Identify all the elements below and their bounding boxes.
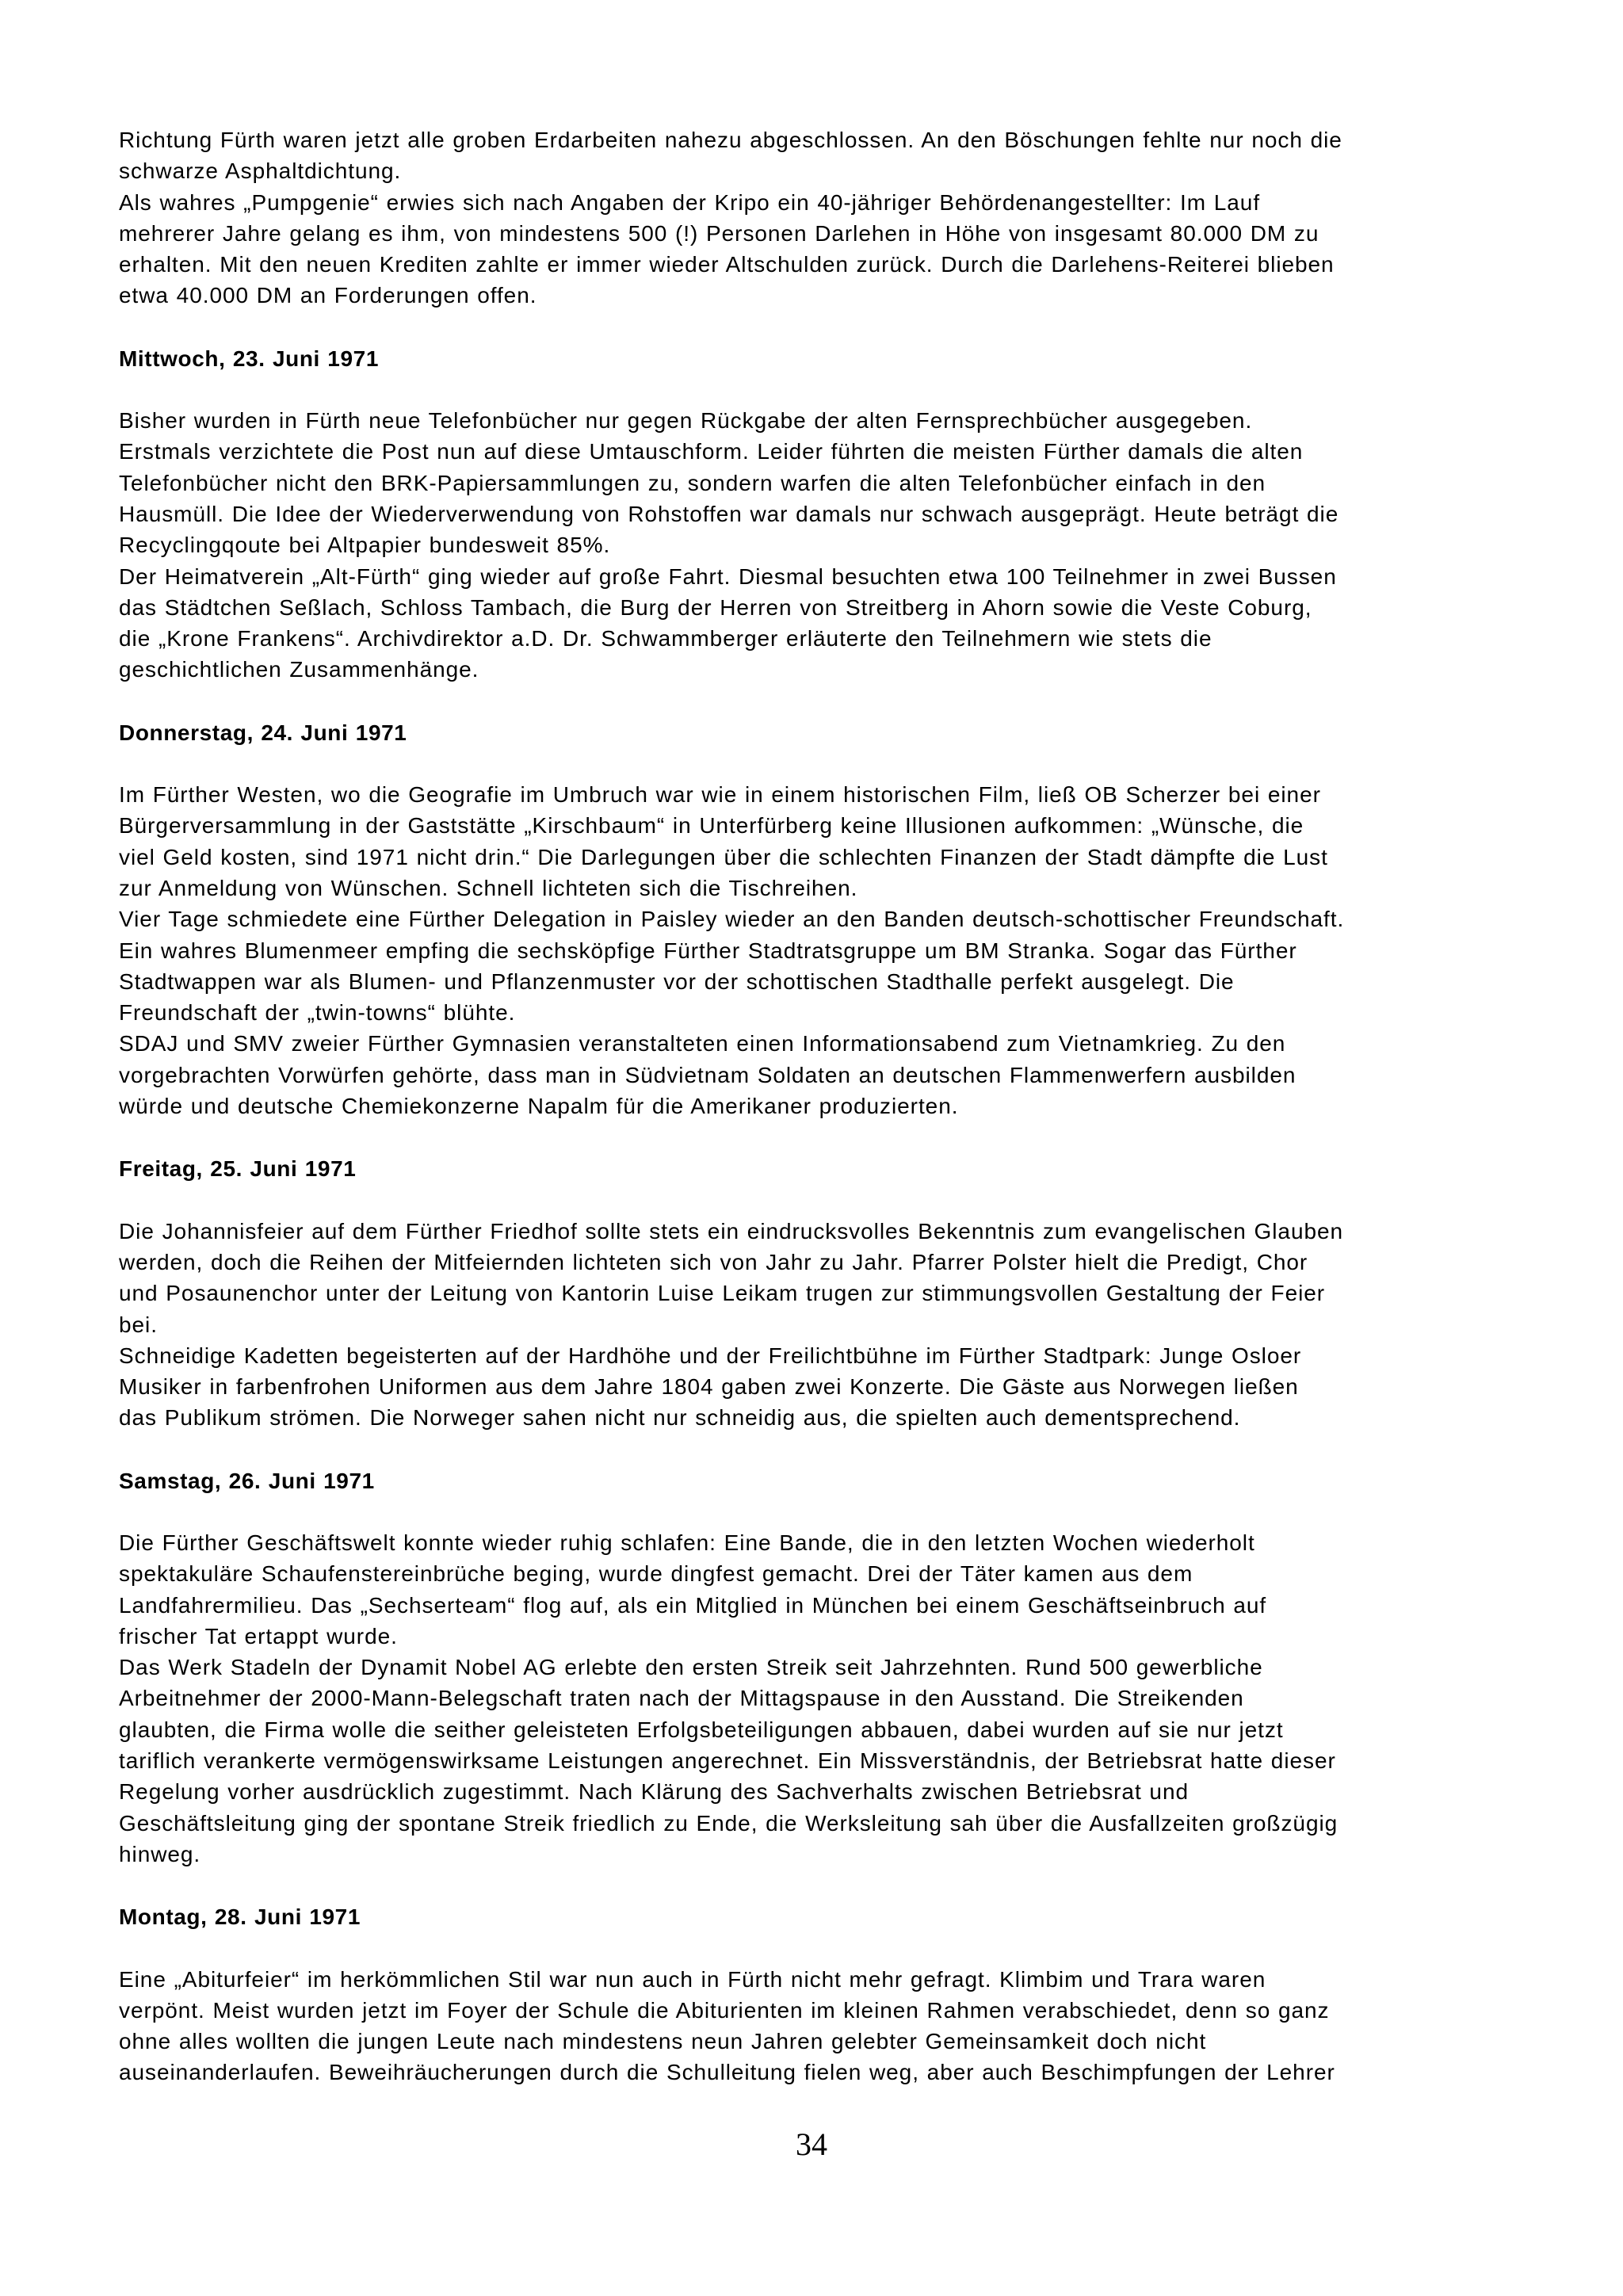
text-line: die „Krone Frankens“. Archivdirektor a.D. Dr. Schwammberger erläuterte den Teilnehmern wie stets die <box>119 626 1212 651</box>
text-line: glaubten, die Firma wolle die seither geleisteten Erfolgsbeteiligungen abbauen, dabei wurden auf sie nur jetzt <box>119 1717 1284 1742</box>
paragraph <box>119 1527 1529 1652</box>
page-number: 34 <box>796 2126 827 2162</box>
section-heading: Montag, 28. Juni 1971 <box>119 1904 361 1930</box>
day-section-friday <box>119 1153 1529 1433</box>
text-line: mehrerer Jahre gelang es ihm, von mindestens 500 (!) Personen Darlehen in Höhe von insgesamt 80.000 DM zu <box>119 220 1319 246</box>
text-line: Richtung Fürth waren jetzt alle groben Erdarbeiten nahezu abgeschlossen. An den Böschungen fehlte nur noch die <box>119 128 1342 152</box>
text-line: hinweg. <box>119 1841 201 1866</box>
text-line: Erstmals verzichtete die Post nun auf diese Umtauschform. Leider führten die meisten Fürther damals die alten <box>119 439 1304 464</box>
text-line: SDAJ und SMV zweier Fürther Gymnasien veranstalteten einen Informationsabend zum Vietnamkrieg. Zu den <box>119 1031 1286 1056</box>
day-section-thursday <box>119 717 1529 1122</box>
paragraph <box>119 904 1529 1028</box>
day-section-monday <box>119 1901 1529 2088</box>
text-line: erhalten. Mit den neuen Krediten zahlte er immer wieder Altschulden zurück. Durch die Darlehens-Reiterei blieben <box>119 252 1335 277</box>
paragraph <box>119 779 1529 904</box>
text-line: Bürgerversammlung in der Gaststätte „Kirschbaum“ in Unterfürberg keine Illusionen aufkommen: „Wünsche, die <box>119 813 1304 839</box>
paragraph <box>119 187 1529 311</box>
text-line: Arbeitnehmer der 2000-Mann-Belegschaft traten nach der Mittagspause in den Ausstand. Die Streikenden <box>119 1686 1244 1711</box>
text-line: Als wahres „Pumpgenie“ erwies sich nach Angaben der Kripo ein 40-jähriger Behördenangestellter: Im Lauf <box>119 189 1261 215</box>
text-line: Landfahrermilieu. Das „Sechserteam“ flog auf, als ein Mitglied in München bei einem Geschäftseinbruch auf <box>119 1592 1267 1618</box>
text-line: Bisher wurden in Fürth neue Telefonbücher nur gegen Rückgabe der alten Fernsprechbücher ausgegeben. <box>119 408 1253 434</box>
text-line: Musiker in farbenfrohen Uniformen aus dem Jahre 1804 gaben zwei Konzerte. Die Gäste aus Norwegen ließen <box>119 1374 1299 1400</box>
paragraph <box>119 1340 1529 1434</box>
text-line: Die Fürther Geschäftswelt konnte wieder ruhig schlafen: Eine Bande, die in den letzten Wochen wiederholt <box>119 1530 1255 1555</box>
text-line: Im Fürther Westen, wo die Geografie im Umbruch war wie in einem historischen Film, ließ OB Scherzer bei einer <box>119 782 1321 808</box>
text-line: Telefonbücher nicht den BRK-Papiersammlungen zu, sondern warfen die alten Telefonbücher einfach in den <box>119 470 1266 495</box>
paragraph <box>119 1216 1529 1340</box>
text-line: Die Johannisfeier auf dem Fürther Friedhof sollte stets ein eindrucksvolles Bekenntnis zum evangelischen Glauben <box>119 1218 1344 1244</box>
text-line: verpönt. Meist wurden jetzt im Foyer der Schule die Abiturienten im kleinen Rahmen verabschiedet, denn so ganz <box>119 1997 1330 2023</box>
paragraph <box>119 124 1529 187</box>
text-line: Hausmüll. Die Idee der Wiederverwendung von Rohstoffen war damals nur schwach ausgeprägt. Heute beträgt die <box>119 501 1339 526</box>
text-line: auseinanderlaufen. Beweihräucherungen durch die Schulleitung fielen weg, aber auch Beschimpfungen der Lehrer <box>119 2060 1335 2085</box>
paragraph <box>119 1964 1529 2088</box>
text-line: frischer Tat ertappt wurde. <box>119 1623 398 1648</box>
section-heading: Mittwoch, 23. Juni 1971 <box>119 346 379 371</box>
intro-text <box>119 124 1529 311</box>
text-line: Ein wahres Blumenmeer empfing die sechsköpfige Fürther Stadtratsgruppe um BM Stranka. Sogar das Fürther <box>119 938 1297 963</box>
day-section-wednesday <box>119 343 1529 686</box>
paragraph <box>119 1652 1529 1870</box>
text-line: bei. <box>119 1312 158 1337</box>
section-heading: Freitag, 25. Juni 1971 <box>119 1156 357 1182</box>
text-line: das Publikum strömen. Die Norweger sahen nicht nur schneidig aus, die spielten auch dementsprechend. <box>119 1405 1241 1431</box>
text-line: Regelung vorher ausdrücklich zugestimmt. Nach Klärung des Sachverhalts zwischen Betriebsrat und <box>119 1779 1189 1805</box>
text-line: viel Geld kosten, sind 1971 nicht drin.“ Die Darlegungen über die schlechten Finanzen der Stadt dämpfte die Lust <box>119 844 1328 869</box>
text-line: Schneidige Kadetten begeisterten auf der Hardhöhe und der Freilichtbühne im Fürther Stadtpark: Junge Osloer <box>119 1343 1302 1368</box>
text-line: Vier Tage schmiedete eine Fürther Delegation in Paisley wieder an den Banden deutsch-schottischer Freundschaft. <box>119 907 1345 932</box>
section-heading: Samstag, 26. Juni 1971 <box>119 1468 375 1493</box>
text-line: Der Heimatverein „Alt-Fürth“ ging wieder auf große Fahrt. Diesmal besuchten etwa 100 Teilnehmer in zwei Bussen <box>119 563 1337 589</box>
paragraph <box>119 405 1529 560</box>
text-line: tariflich verankerte vermögenswirksame Leistungen angerechnet. Ein Missverständnis, der Betriebsrat hatte dieser <box>119 1748 1336 1774</box>
text-line: Freundschaft der „twin-towns“ blühte. <box>119 1000 516 1026</box>
text-line: schwarze Asphaltdichtung. <box>119 159 402 184</box>
document-page <box>119 124 1529 2088</box>
text-line: zur Anmeldung von Wünschen. Schnell lichteten sich die Tischreihen. <box>119 875 858 900</box>
section-heading: Donnerstag, 24. Juni 1971 <box>119 720 407 745</box>
text-line: spektakuläre Schaufenstereinbrüche beging, wurde dingfest gemacht. Drei der Täter kamen aus dem <box>119 1561 1193 1587</box>
text-line: ohne alles wollten die jungen Leute nach mindestens neun Jahren gelebter Gemeinsamkeit doch nicht <box>119 2029 1207 2054</box>
text-line: würde und deutsche Chemiekonzerne Napalm für die Amerikaner produzierten. <box>119 1094 959 1119</box>
text-line: Geschäftsleitung ging der spontane Streik friedlich zu Ende, die Werksleitung sah über die Ausfallzeiten großzügig <box>119 1810 1338 1836</box>
text-line: das Städtchen Seßlach, Schloss Tambach, die Burg der Herren von Streitberg in Ahorn sowie die Veste Coburg, <box>119 594 1312 620</box>
text-line: etwa 40.000 DM an Forderungen offen. <box>119 283 537 308</box>
text-line: werden, doch die Reihen der Mitfeiernden lichteten sich von Jahr zu Jahr. Pfarrer Polster hielt die Predigt, Chor <box>119 1249 1308 1274</box>
text-line: Eine „Abiturfeier“ im herkömmlichen Stil war nun auch in Fürth nicht mehr gefragt. Klimbim und Trara waren <box>119 1966 1266 1992</box>
text-line: Recyclingqoute bei Altpapier bundesweit 85%. <box>119 533 611 558</box>
text-line: geschichtlichen Zusammenhänge. <box>119 657 479 682</box>
text-line: vorgebrachten Vorwürfen gehörte, dass man in Südvietnam Soldaten an deutschen Flammenwerfern ausbilden <box>119 1062 1296 1087</box>
text-line: Stadtwappen war als Blumen- und Pflanzenmuster vor der schottischen Stadthalle perfekt ausgelegt. Die <box>119 968 1235 994</box>
day-section-saturday <box>119 1465 1529 1870</box>
text-line: Das Werk Stadeln der Dynamit Nobel AG erlebte den ersten Streik seit Jahrzehnten. Rund 500 gewerbliche <box>119 1655 1263 1680</box>
paragraph <box>119 1028 1529 1121</box>
text-line: und Posaunenchor unter der Leitung von Kantorin Luise Leikam trugen zur stimmungsvollen Gestaltung der Feier <box>119 1281 1326 1306</box>
paragraph <box>119 561 1529 686</box>
